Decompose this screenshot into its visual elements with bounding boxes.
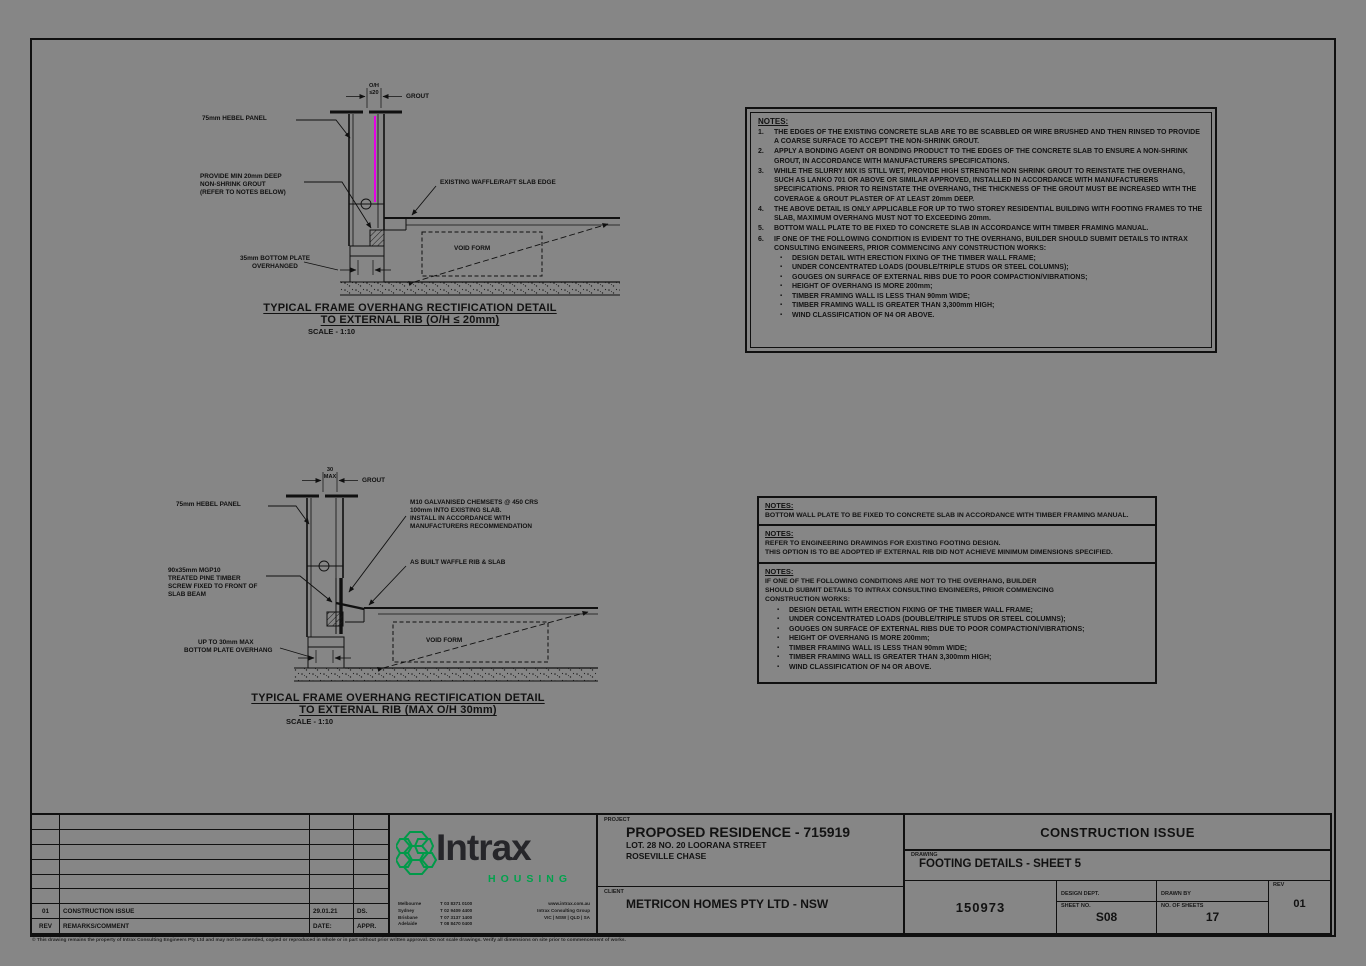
project-cell bbox=[598, 815, 905, 933]
client-section bbox=[598, 887, 903, 933]
intrax-phones: T 03 8371 0100 T 02 9409 4400 T 07 3137 1400 T 08 8470 0400 bbox=[440, 901, 473, 927]
revision-description: CONSTRUCTION ISSUE bbox=[60, 904, 310, 918]
note-bullet: ▪ TIMBER FRAMING WALL IS LESS THAN 90mm WIDE; bbox=[780, 292, 1204, 301]
mini-note-b-title: NOTES: bbox=[765, 529, 794, 539]
revision-header-desc: REMARKS/COMMENT bbox=[60, 919, 310, 933]
copyright-disclaimer: © This drawing remains the property of Intrax Consulting Engineers Pty Ltd and may not be amended, copied or reproduced in whole or in part without prior written approval. Do not scale drawings. Verify all dimensions on site prior to commencement of works. bbox=[32, 938, 626, 943]
detail1-scale: SCALE - 1:10 bbox=[308, 327, 356, 336]
note-bullet: ▪ UNDER CONCENTRATED LOADS (DOUBLE/TRIPLE STUDS OR STEEL COLUMNS); bbox=[780, 263, 1204, 272]
note-bullet: ▪ GOUGES ON SURFACE OF EXTERNAL RIBS DUE TO POOR COMPACTION/VIBRATIONS; bbox=[777, 625, 1149, 634]
note-bullet: ▪ TIMBER FRAMING WALL IS GREATER THAN 3,300mm HIGH; bbox=[780, 301, 1204, 310]
detail2-plate-label-1: UP TO 30mm MAX bbox=[198, 639, 254, 646]
intrax-contact-block bbox=[398, 901, 590, 928]
detail2-timber-label-4: SLAB BEAM bbox=[168, 591, 206, 598]
detail2-timber-label-1: 90x35mm MGP10 bbox=[168, 567, 221, 574]
mini-note-c-bullets bbox=[777, 606, 1149, 672]
detail2-panel-label: 75mm HEBEL PANEL bbox=[176, 501, 241, 508]
design-dept-label: DESIGN DEPT. bbox=[1061, 891, 1100, 897]
detail1-drawing bbox=[200, 78, 620, 308]
mini-note-b-text-2: THIS OPTION IS TO BE ADOPTED IF EXTERNAL RIB DID NOT ACHIEVE MINIMUM DIMENSIONS SPECIFIED. bbox=[765, 549, 1113, 557]
project-name: PROPOSED RESIDENCE - 715919 bbox=[626, 824, 851, 840]
detail2-timber-label-3: SCREW FIXED TO FRONT OF bbox=[168, 583, 258, 590]
mini-note-a-text: BOTTOM WALL PLATE TO BE FIXED TO CONCRETE SLAB IN ACCORDANCE WITH TIMBER FRAMING MANUAL. bbox=[765, 512, 1129, 519]
detail1-grout-label-2: NON-SHRINK GROUT bbox=[200, 181, 266, 188]
sheets-count-cell bbox=[1157, 881, 1269, 933]
detail1-plate-label-2: OVERHANGED bbox=[252, 263, 298, 270]
drawing-label: DRAWING bbox=[911, 852, 938, 858]
revision-row-entry bbox=[32, 904, 388, 919]
revision-row-empty bbox=[32, 815, 388, 830]
detail1-title-block bbox=[210, 302, 610, 336]
drawn-by-label: DRAWN BY bbox=[1161, 891, 1191, 897]
intrax-wordmark: Intrax bbox=[436, 827, 531, 868]
revision-header-row bbox=[32, 919, 388, 933]
project-label: PROJECT bbox=[604, 817, 630, 823]
note-bullet: ▪ TIMBER FRAMING WALL IS LESS THAN 90mm WIDE; bbox=[777, 644, 1149, 653]
project-number: 150973 bbox=[905, 881, 1057, 933]
detail1-voidform-label: VOID FORM bbox=[454, 245, 491, 252]
no-of-sheets-label: NO. OF SHEETS bbox=[1161, 903, 1204, 909]
sheet-number: S08 bbox=[1095, 910, 1118, 924]
project-address-1: LOT. 28 NO. 20 LOORANA STREET bbox=[626, 840, 767, 850]
sheet-no-label: SHEET NO. bbox=[1061, 903, 1091, 909]
note-bullet: ▪ HEIGHT OF OVERHANG IS MORE 200mm; bbox=[780, 282, 1204, 291]
mini-note-a-title: NOTES: bbox=[765, 501, 794, 510]
note-item: 6. IF ONE OF THE FOLLOWING CONDITION IS EVIDENT TO THE OVERHANG, BUILDER SHOULD SUBMIT DETAILS TO INTRAX CONSULTING ENGINEERS, PRIOR COMMENCING ANY CONSTRUCTION WORKS: bbox=[758, 235, 1188, 252]
detail1-title: TYPICAL FRAME OVERHANG RECTIFICATION DETAIL bbox=[263, 302, 557, 314]
detail2-grout-tag: GROUT bbox=[362, 477, 386, 484]
note-item: 3. WHILE THE SLURRY MIX IS STILL WET, PROVIDE HIGH STRENGTH NON SHRINK GROUT TO REINSTATE THE OVERHANG, SUCH AS LANKO 701 OR ABOVE OR SIMILAR APPROVED, INSTALLED IN ACCORDANCE WITH MANUFACTURERS SPECIFICATIONS. PRIOR TO REINSTATE THE OVERHANG, THE THICKNESS OF THE GROUT MUST BE INCREASED WITH THE COVERAGE & GROUT PLASTER OF AT LEAST 20mm DEEP. bbox=[758, 167, 1197, 203]
detail2-dim-val: 30 bbox=[326, 467, 334, 473]
client-label: CLIENT bbox=[604, 889, 624, 895]
mini-note-c bbox=[759, 564, 1155, 683]
detail2-drawing bbox=[168, 462, 608, 697]
revision-row-empty bbox=[32, 860, 388, 875]
note-bullet: ▪ DESIGN DETAIL WITH ERECTION FIXING OF THE TIMBER WALL FRAME; bbox=[780, 254, 1204, 263]
revision-number: 01 bbox=[32, 904, 60, 918]
detail2-chemset-label-2: 100mm INTO EXISTING SLAB. bbox=[410, 507, 502, 514]
status-cell bbox=[905, 815, 1330, 933]
note-bullet-list bbox=[780, 254, 1204, 320]
detail2-asbuilt-label: AS BUILT WAFFLE RIB & SLAB bbox=[410, 559, 506, 566]
intrax-hexagon-logo-icon bbox=[396, 825, 440, 883]
notes-title: NOTES: bbox=[758, 117, 789, 126]
project-address-2: ROSEVILLE CHASE bbox=[626, 850, 707, 861]
title-block bbox=[30, 813, 1332, 935]
revision-header-date: DATE: bbox=[310, 919, 354, 933]
note-item: 1. THE EDGES OF THE EXISTING CONCRETE SLAB ARE TO BE SCABBLED OR WIRE BRUSHED AND THEN RINSED TO PROVIDE A COARSE SURFACE TO ACCEPT THE NON-SHRINK GROUT. bbox=[758, 129, 1200, 146]
general-notes-box bbox=[745, 107, 1217, 353]
intrax-offices: Melbourne Sydney Brisbane Adelaide bbox=[398, 901, 422, 927]
detail1-grout-label-3: (REFER TO NOTES BELOW) bbox=[200, 189, 286, 196]
detail2-chemset-label-4: MANUFACTURERS RECOMMENDATION bbox=[410, 523, 533, 530]
rev-value: 01 bbox=[1293, 898, 1306, 910]
detail1-grout-tag: GROUT bbox=[406, 93, 430, 100]
detail1-slab-label: EXISTING WAFFLE/RAFT SLAB EDGE bbox=[440, 179, 556, 186]
no-of-sheets: 17 bbox=[1205, 910, 1220, 924]
detail2-scale: SCALE - 1:10 bbox=[286, 717, 334, 726]
mini-note-c-title: NOTES: bbox=[765, 566, 794, 576]
drawing-title: FOOTING DETAILS - SHEET 5 bbox=[919, 858, 1082, 870]
rev-label: REV bbox=[1273, 882, 1285, 888]
revision-row-empty bbox=[32, 845, 388, 860]
detail2-chemset-label-1: M10 GALVANISED CHEMSETS @ 450 CRS bbox=[410, 499, 539, 506]
revision-row-empty bbox=[32, 875, 388, 890]
detail2-timber-label-2: TREATED PINE TIMBER bbox=[168, 575, 241, 582]
note-bullet: ▪ DESIGN DETAIL WITH ERECTION FIXING OF THE TIMBER WALL FRAME; bbox=[777, 606, 1149, 615]
note-bullet: ▪ WIND CLASSIFICATION OF N4 OR ABOVE. bbox=[780, 311, 1204, 320]
rev-cell bbox=[1269, 881, 1330, 933]
intrax-web: www.intrax.com.au Intrax Consulting Group VIC | NSW | QLD | SA bbox=[537, 901, 590, 920]
revision-approved: DS. bbox=[357, 907, 368, 915]
intrax-logo-cell bbox=[390, 815, 598, 933]
revision-table bbox=[32, 815, 390, 933]
note-bullet: ▪ HEIGHT OF OVERHANG IS MORE 200mm; bbox=[777, 634, 1149, 643]
drawing-title-section bbox=[905, 851, 1330, 881]
note-item: 5. BOTTOM WALL PLATE TO BE FIXED TO CONCRETE SLAB IN ACCORDANCE WITH TIMBER FRAMING MANUAL. bbox=[758, 225, 1149, 233]
revision-row-empty bbox=[32, 889, 388, 904]
note-item: 2. APPLY A BONDING AGENT OR BONDING PRODUCT TO THE EDGES OF THE CONCRETE SLAB TO ENSURE A NON-SHRINK GROUT, IN ACCORDANCE WITH MANUFACTURERS SPECIFICATIONS. bbox=[758, 148, 1188, 165]
detail1-dim-oh: O/H bbox=[369, 83, 379, 89]
revision-header-appr: APPR. bbox=[357, 922, 377, 930]
detail1-grout-label-1: PROVIDE MIN 20mm DEEP bbox=[200, 173, 282, 180]
number-row bbox=[905, 881, 1330, 933]
note-bullet: ▪ UNDER CONCENTRATED LOADS (DOUBLE/TRIPLE STUDS OR STEEL COLUMNS); bbox=[777, 615, 1149, 624]
note-bullet: ▪ WIND CLASSIFICATION OF N4 OR ABOVE. bbox=[777, 663, 1149, 672]
detail2-dim-max: MAX bbox=[323, 474, 337, 480]
detail2-chemset-label-3: INSTALL IN ACCORDANCE WITH bbox=[410, 515, 511, 522]
detail2-plate-label-2: BOTTOM PLATE OVERHANG bbox=[184, 647, 273, 654]
note-item: 4. THE ABOVE DETAIL IS ONLY APPLICABLE FOR UP TO TWO STOREY RESIDENTIAL BUILDING WITH FOOTING FRAMES TO THE SLAB, MAXIMUM OVERHANG MUST NOT TO EXCEEDING 20mm. bbox=[758, 205, 1203, 223]
mini-note-c-intro-3: CONSTRUCTION WORKS: bbox=[765, 595, 850, 603]
detail1-subtitle: TO EXTERNAL RIB (O/H ≤ 20mm) bbox=[320, 314, 500, 326]
detail1-panel-label: 75mm HEBEL PANEL bbox=[202, 115, 267, 122]
detail1-plate-label-1: 35mm BOTTOM PLATE bbox=[240, 255, 311, 262]
project-section bbox=[598, 815, 903, 887]
mini-note-b-text-1: REFER TO ENGINEERING DRAWINGS FOR EXISTING FOOTING DESIGN. bbox=[765, 540, 1001, 548]
detail2-voidform-label: VOID FORM bbox=[426, 637, 463, 644]
issue-status: CONSTRUCTION ISSUE bbox=[905, 815, 1330, 851]
detail2-title: TYPICAL FRAME OVERHANG RECTIFICATION DETAIL bbox=[251, 692, 545, 704]
sheet-number-cell bbox=[1057, 881, 1157, 933]
mini-note-a bbox=[759, 498, 1155, 526]
mini-note-b bbox=[759, 526, 1155, 563]
mini-note-c-intro-1: IF ONE OF THE FOLLOWING CONDITIONS ARE NOT TO THE OVERHANG, BUILDER bbox=[765, 577, 1037, 585]
detail2-title-block bbox=[188, 692, 608, 726]
client-name: METRICON HOMES PTY LTD - NSW bbox=[626, 897, 829, 911]
revision-date: 29.01.21 bbox=[310, 904, 354, 918]
revision-row-empty bbox=[32, 830, 388, 845]
revision-header-rev: REV bbox=[32, 919, 60, 933]
mini-notes-group bbox=[757, 496, 1157, 684]
note-bullet: ▪ TIMBER FRAMING WALL IS GREATER THAN 3,300mm HIGH; bbox=[777, 653, 1149, 662]
detail2-subtitle: TO EXTERNAL RIB (MAX O/H 30mm) bbox=[299, 704, 497, 716]
mini-note-c-intro-2: SHOULD SUBMIT DETAILS TO INTRAX CONSULTING ENGINEERS, PRIOR COMMENCING bbox=[765, 586, 1054, 594]
note-bullet: ▪ GOUGES ON SURFACE OF EXTERNAL RIBS DUE TO POOR COMPACTION/VIBRATIONS; bbox=[780, 273, 1204, 282]
intrax-division: HOUSING bbox=[488, 873, 573, 885]
detail1-dim-val: ≤20 bbox=[369, 90, 379, 96]
